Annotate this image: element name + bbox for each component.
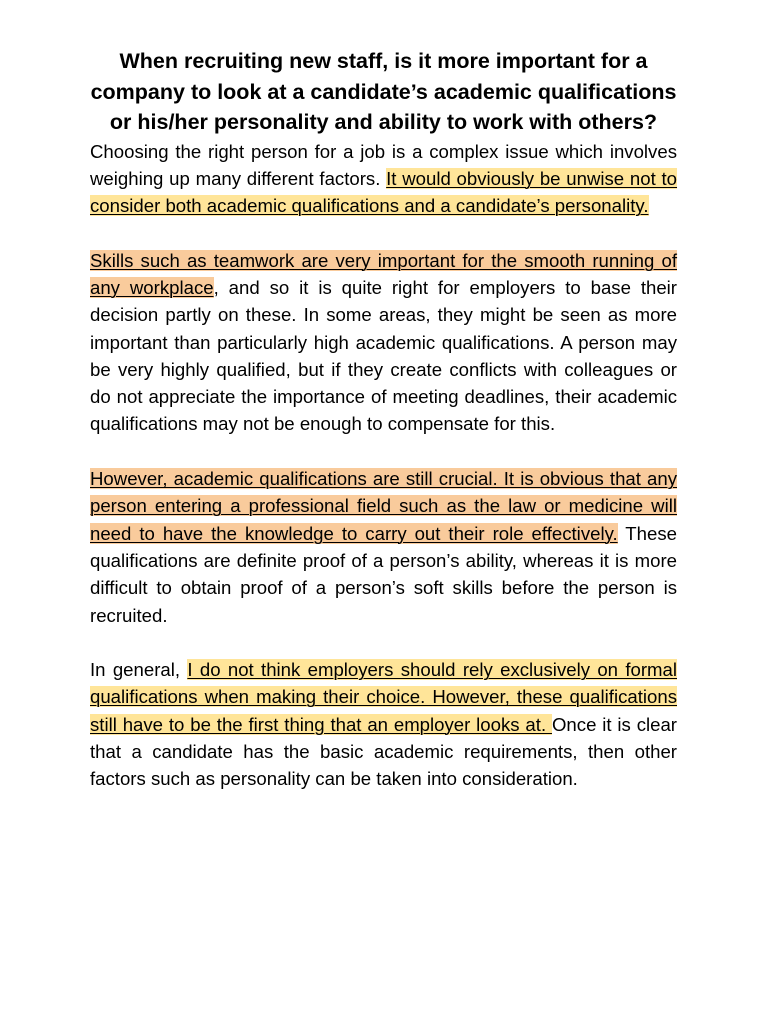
highlighted-text: It would obviously be unwise not to consider both academic qualifications and a candidate’s personality.	[90, 167, 678, 217]
paragraph-skills	[90, 247, 677, 438]
paragraph-text: In general,	[90, 659, 188, 681]
paragraph-text: Once it is clear that a candidate has the basic academic requirements, then other factors such as personality can be taken into consideration.	[90, 713, 677, 790]
highlighted-text: However, academic qualifications are still crucial. It is obvious that any person entering a professional field such as the law or medicine will need to have the knowledge to carry out their role effectively.	[90, 468, 677, 544]
highlighted-text: I do not think employers should rely exclusively on formal qualifications when making their choice. However, these qualifications still have to be the first thing that an employer looks at.	[90, 659, 677, 735]
paragraph-intro	[90, 138, 677, 220]
paragraph-qualifications	[90, 465, 677, 629]
paragraph-conclusion	[90, 656, 677, 792]
paragraph-gap	[90, 219, 677, 246]
paragraph-gap	[90, 629, 677, 656]
highlighted-text: Skills such as teamwork are very important for the smooth running of any workplace	[90, 249, 677, 298]
paragraph-text: , and so it is quite right for employers to base their decision partly on these. In some areas, they might be seen as more important than particularly high academic qualifications. A person may be very highly qualified, but if they create conflicts with colleagues or do not appreciate the importance of meeting deadlines, their academic qualifications may not be enough to compensate for this.	[90, 276, 677, 435]
essay-page	[90, 46, 677, 793]
paragraph-text: These qualifications are definite proof of a person’s ability, whereas it is more difficult to obtain proof of a person’s soft skills before the person is recruited.	[90, 522, 677, 626]
essay-title: When recruiting new staff, is it more important for a company to look at a candidate’s academic qualifications or his/her personality and ability to work with others?	[90, 49, 677, 134]
paragraph-text: Choosing the right person for a job is a complex issue which involves weighing up many different factors.	[90, 140, 677, 189]
paragraph-gap	[90, 438, 677, 465]
